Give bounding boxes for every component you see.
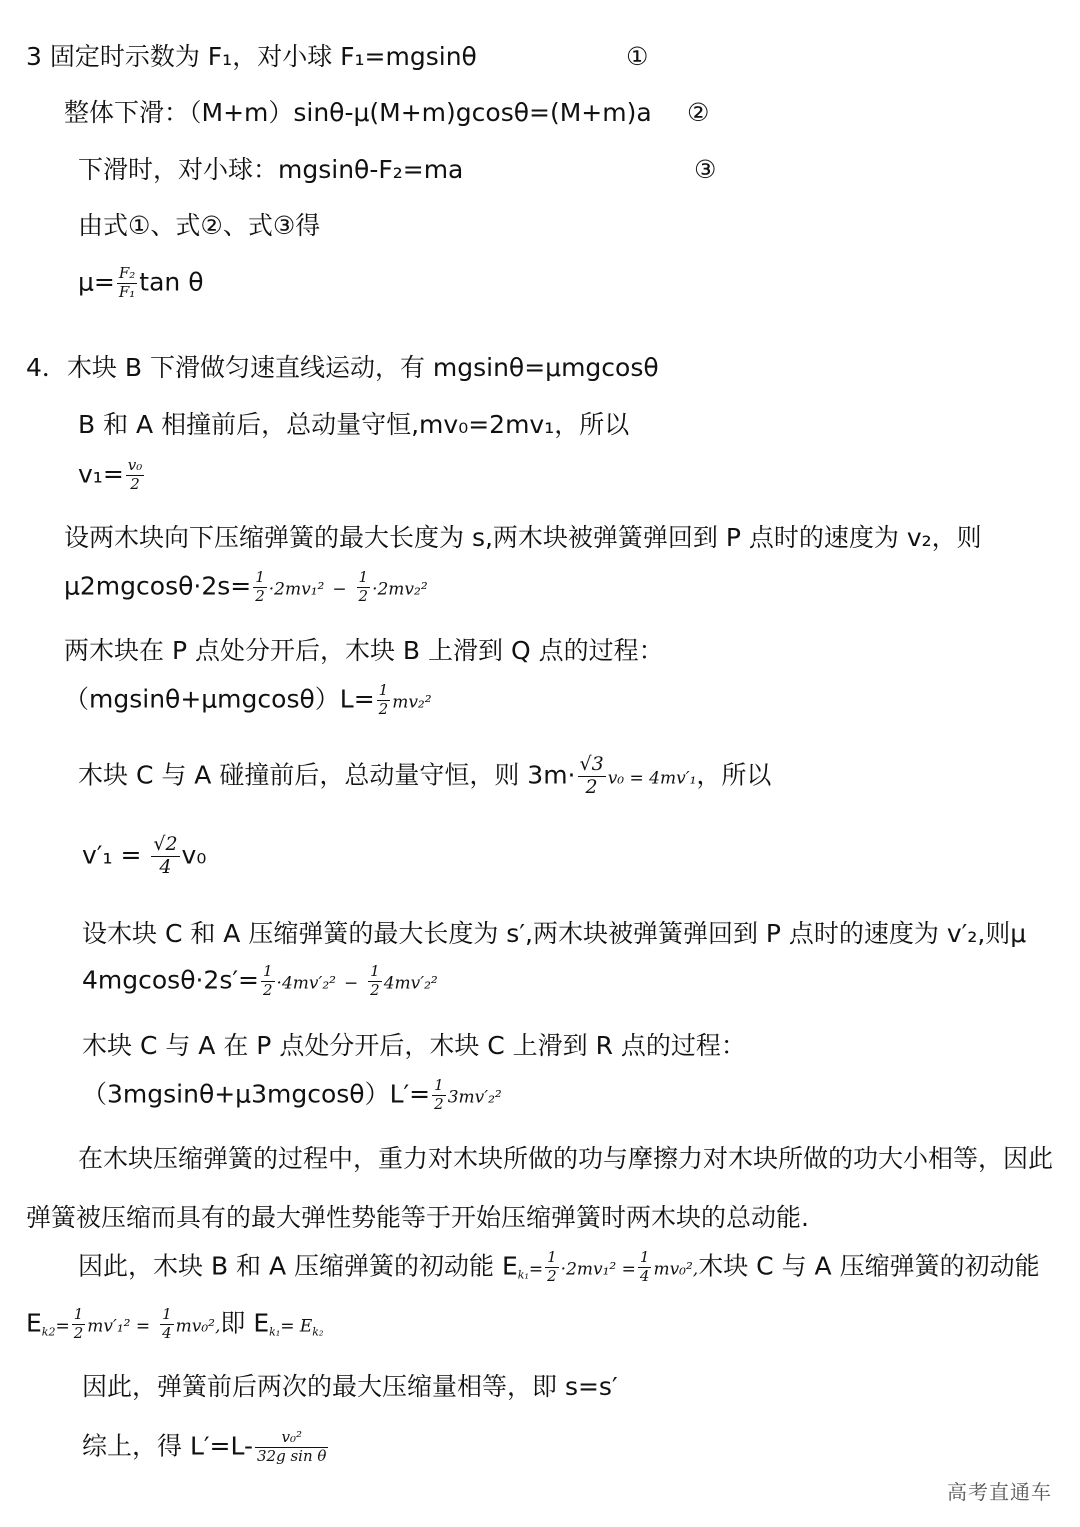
numerator: 1 [639,1248,650,1266]
text: E [26,1308,42,1338]
line-kinetic-ca [26,1307,323,1342]
line-compress-s-prime [82,921,1026,946]
math-term: mv′₁² = [87,1316,151,1337]
denominator: 32g sin θ [257,1446,327,1465]
line-momentum-ba [78,412,629,437]
line-kinetic-ba [78,1250,1040,1285]
denominator: 2 [358,586,369,605]
line-momentum-ca [78,755,771,798]
line-work-equal [78,1146,1053,1171]
math-term: mv₂² [392,692,432,713]
watermark: 高考直通车 [947,1480,1052,1504]
text: 4．木块 B 下滑做匀速直线运动，有 mgsinθ=μmgcosθ [26,353,659,382]
fraction [432,1078,446,1113]
numerator: 1 [255,568,265,586]
text: 因此，弹簧前后两次的最大压缩量相等，即 s=s′ [82,1372,618,1401]
text: μ= [78,267,115,297]
math-term: 3mv′₂² [447,1087,502,1108]
numerator: F₂ [118,264,136,282]
text: 下滑时，对小球：mgsinθ-F₂=ma [78,155,464,184]
denominator: 2 [73,1323,84,1342]
numerator: v₀² [255,1430,328,1448]
text: 木块 C 与 A 碰撞前后，总动量守恒，则 3m· [78,760,576,790]
fraction [160,1307,174,1342]
text: B 和 A 相撞前后，总动量守恒,mv₀=2mv₁，所以 [78,410,630,439]
numerator: 1 [263,962,273,980]
fraction [151,835,179,878]
subscript: k₁ [517,1268,529,1282]
math-term: ·4mv′₂² [276,973,336,994]
text: 由式①、式②、式③得 [78,211,321,240]
line-energy-ca [82,964,438,999]
math-operator: − [332,579,347,600]
numerator: 1 [370,962,380,980]
text: v₁= [78,459,124,489]
numerator: 1 [358,568,369,586]
line-L-prime-eq [82,1078,502,1113]
math-term: 4mv′₂² [383,973,438,994]
fraction [377,683,391,718]
math-term: mv₀², [175,1316,221,1337]
line-v1 [78,458,146,493]
line-sliding-ball [78,157,463,182]
text: 在木块压缩弹簧的过程中，重力对木块所做的功与摩擦力对木块所做的功大小相等，因此 [78,1144,1054,1173]
fraction [255,1430,328,1465]
text: 即 E [220,1308,270,1338]
line-4-uniform [26,355,659,380]
line-mu-result [78,266,204,301]
math-term: v₀ = 4mv′₁ [607,768,697,789]
numerator: √3 [579,753,604,775]
fraction [261,964,275,999]
text: 弹簧被压缩而具有的最大弹性势能等于开始压缩弹簧时两木块的总动能. [26,1203,809,1232]
text: 设两木块向下压缩弹簧的最大长度为 s,两木块被弹簧弹回到 P 点时的速度为 v₂，则 [64,523,982,552]
line-L-eq [64,683,432,718]
fraction [72,1307,86,1342]
text: （3mgsinθ+μ3mgcosθ）L′= [82,1079,431,1109]
subscript: k₂ [312,1325,324,1339]
denominator: F₁ [118,282,136,301]
text: 3 固定时示数为 F₁，对小球 F₁=mgsinθ [26,42,477,71]
text: μ2mgcosθ·2s= [64,571,252,601]
line-separate-b [64,638,664,663]
text: 木块 C 与 A 压缩弹簧的初动能 [698,1251,1040,1281]
line-whole-slide [64,100,652,125]
math-term: ·2mv₁² [268,579,325,600]
line-v1-prime [82,835,206,878]
math-term: = E [280,1316,313,1337]
math-operator: = [55,1316,70,1337]
fraction [578,755,606,798]
numerator: √2 [153,833,178,855]
denominator: 2 [255,586,265,605]
denominator: 2 [434,1094,444,1113]
math-term: ·2mv₁² = [560,1259,636,1280]
line-derive [78,213,320,238]
line-separate-c [82,1033,746,1058]
text: 木块 C 与 A 在 P 点处分开后，木块 C 上滑到 R 点的过程： [82,1031,746,1060]
text: v′₁ = [82,840,142,870]
numerator: v₀ [127,456,143,474]
math-term: mv₀², [653,1259,699,1280]
text: ，所以 [696,760,772,790]
text: 因此，木块 B 和 A 压缩弹簧的初动能 E [78,1251,518,1281]
numerator: 1 [378,681,389,699]
line-final-result [82,1430,330,1465]
numerator: 1 [434,1076,444,1094]
text: 两木块在 P 点处分开后，木块 B 上滑到 Q 点的过程： [64,636,664,665]
fraction [545,1250,559,1285]
denominator: 2 [547,1266,557,1285]
subscript: k₁ [269,1325,281,1339]
math-operator: = [528,1259,544,1280]
line-energy-ba [64,570,428,605]
fraction [126,458,145,493]
text: tan θ [139,267,204,297]
fraction [638,1250,652,1285]
denominator: 2 [130,474,140,493]
math-term: ·2mv₂² [372,579,428,600]
denominator: 4 [639,1266,650,1285]
numerator: 1 [73,1305,84,1323]
denominator: 2 [585,775,598,798]
line-compress-s [64,525,982,550]
denominator: 2 [370,980,380,999]
equation-mark-1: ① [626,42,649,71]
fraction [357,570,371,605]
fraction [117,266,137,301]
subscript: k2 [41,1325,56,1339]
numerator: 1 [547,1248,557,1266]
text: 4mgcosθ·2s′= [82,965,259,995]
text: （mgsinθ+μmgcosθ）L= [64,684,375,714]
denominator: 4 [162,1323,172,1342]
text: 设木块 C 和 A 压缩弹簧的最大长度为 s′,两木块被弹簧弹回到 P 点时的速度为 v′₂,则μ [82,919,1027,948]
text: 整体下滑：（M+m）sinθ-μ(M+m)gcosθ=(M+m)a [64,98,652,127]
denominator: 2 [378,699,389,718]
text: v₀ [181,840,207,870]
equation-mark-3: ③ [694,155,717,184]
equation-mark-2: ② [687,98,710,127]
math-operator: − [343,973,359,994]
line-3-fixed [26,44,477,69]
line-elastic-energy [26,1205,809,1230]
fraction [253,570,267,605]
denominator: 2 [263,980,273,999]
line-equal-compression [82,1374,618,1399]
fraction [368,964,382,999]
text: 综上，得 L′=L- [82,1431,254,1461]
denominator: 4 [159,855,172,878]
numerator: 1 [162,1305,172,1323]
